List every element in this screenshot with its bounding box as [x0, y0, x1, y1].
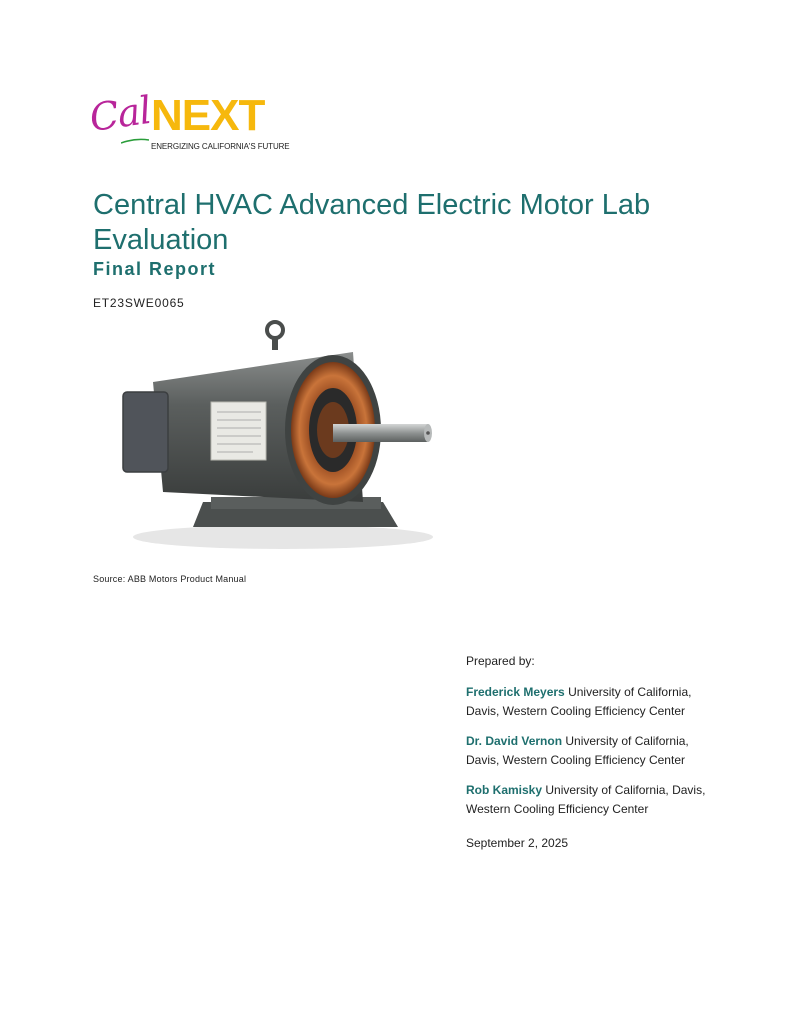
author-name: Dr. David Vernon: [466, 733, 563, 748]
image-caption: Source: ABB Motors Product Manual: [93, 574, 247, 584]
report-title: Central HVAC Advanced Electric Motor Lab Evaluation: [93, 189, 651, 256]
author-entry: [466, 732, 706, 771]
logo-next-text: NEXT: [151, 91, 265, 140]
author-affiliation: University of California, Davis, Western Cooling Efficiency Center: [466, 733, 689, 767]
report-code: ET23SWE0065: [93, 296, 185, 310]
logo-cal-text: Cal: [86, 87, 154, 140]
report-date: September 2, 2025: [466, 835, 569, 850]
author-affiliation: University of California, Davis, Western Cooling Efficiency Center: [466, 782, 706, 816]
author-entry: [466, 683, 706, 722]
prepared-by-section: [466, 652, 706, 853]
logo-tagline: ENERGIZING CALIFORNIA'S FUTURE: [151, 142, 290, 151]
author-affiliation: University of California, Davis, Western Cooling Efficiency Center: [466, 684, 692, 718]
author-name: Rob Kamisky: [466, 782, 543, 797]
prepared-by-label: Prepared by:: [466, 654, 535, 668]
logo-swoosh-icon: [121, 138, 149, 144]
author-entry: [466, 781, 706, 820]
electric-motor-image: [93, 312, 449, 560]
calnext-logo: [86, 87, 313, 154]
author-name: Frederick Meyers: [466, 684, 565, 699]
report-subtitle: Final Report: [93, 259, 217, 279]
